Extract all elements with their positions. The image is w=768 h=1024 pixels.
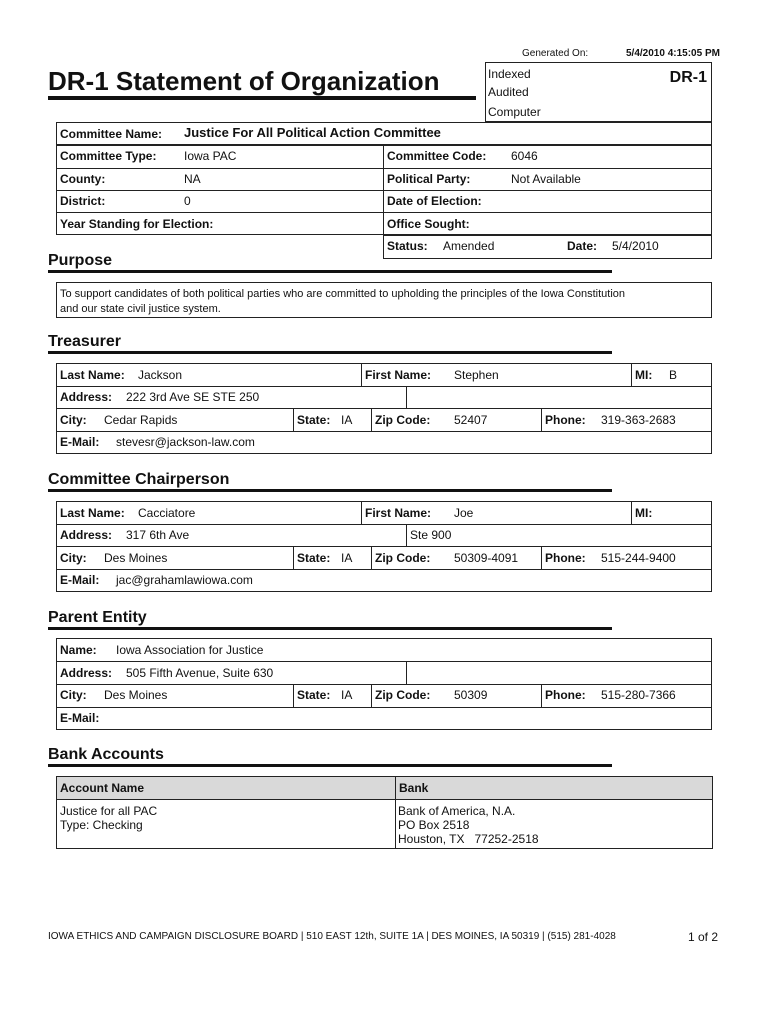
chair-phone: 515-244-9400 [601, 551, 676, 565]
parent-name: Iowa Association for Justice [116, 643, 264, 657]
treasurer-address-label: Address: [60, 390, 113, 404]
purpose-heading: Purpose [48, 252, 113, 269]
committee-code-label: Committee Code: [387, 149, 487, 163]
parent-phone: 515-280-7366 [601, 688, 676, 702]
county-label: County: [60, 172, 106, 186]
treasurer-phone-label: Phone: [545, 413, 586, 427]
title-underline [48, 96, 476, 100]
treasurer-mi: B [669, 368, 678, 382]
parent-zip: 50309 [454, 688, 488, 702]
treasurer-address: 222 3rd Ave SE STE 250 [126, 390, 260, 404]
chair-mi-label: MI: [635, 506, 653, 520]
chairperson-heading: Committee Chairperson [48, 471, 230, 488]
chair-state-label: State: [297, 551, 331, 565]
treasurer-email: stevesr@jackson-law.com [116, 435, 255, 449]
bank-col-account-name: Account Name [60, 781, 145, 795]
bank-account-name: Justice for all PAC [60, 804, 158, 818]
chair-last-name: Cacciatore [138, 506, 196, 520]
chair-city: Des Moines [104, 551, 168, 565]
committee-name-label: Committee Name: [60, 127, 163, 141]
chair-last-name-label: Last Name: [60, 506, 125, 520]
treasurer-phone: 319-363-2683 [601, 413, 676, 427]
office-sought-label: Office Sought: [387, 217, 470, 231]
chair-state: IA [341, 551, 353, 565]
treasurer-last-name: Jackson [138, 368, 183, 382]
chair-phone-label: Phone: [545, 551, 586, 565]
chair-city-label: City: [60, 551, 87, 565]
treasurer-first-name: Stephen [454, 368, 499, 382]
office-status-box [485, 62, 712, 122]
treasurer-city-label: City: [60, 413, 87, 427]
treasurer-state-label: State: [297, 413, 331, 427]
parent-email-label: E-Mail: [60, 711, 100, 725]
county-value: NA [184, 172, 201, 186]
chair-first-name-label: First Name: [365, 506, 432, 520]
parent-state: IA [341, 688, 353, 702]
bank-po-box: PO Box 2518 [398, 818, 470, 832]
chair-address2: Ste 900 [410, 528, 452, 542]
parent-address-label: Address: [60, 666, 113, 680]
committee-type: Iowa PAC [184, 149, 237, 163]
chair-email-label: E-Mail: [60, 573, 100, 587]
bank-table-header [57, 777, 712, 799]
form-code: DR-1 [669, 69, 707, 86]
treasurer-city: Cedar Rapids [104, 413, 178, 427]
parent-state-label: State: [297, 688, 331, 702]
status-date-value: 5/4/2010 [612, 239, 659, 253]
parent-name-label: Name: [60, 643, 97, 657]
treasurer-zip-label: Zip Code: [375, 413, 431, 427]
chair-first-name: Joe [454, 506, 474, 520]
chair-zip-label: Zip Code: [375, 551, 431, 565]
status-date-label: Date: [567, 239, 598, 253]
purpose-text-line1: To support candidates of both political parties who are committed to upholding the principles of the Iowa Constitution [60, 288, 625, 300]
status-label: Status: [387, 239, 428, 253]
purpose-text-line2: and our state civil justice system. [60, 303, 221, 315]
committee-code: 6046 [511, 149, 538, 163]
purpose-box [56, 282, 712, 318]
footer-text: IOWA ETHICS AND CAMPAIGN DISCLOSURE BOARD | 510 EAST 12th, SUITE 1A | DES MOINES, IA 50319 | (515) 281-4028 [48, 931, 616, 942]
audited-label: Audited [488, 85, 529, 99]
bank-account-type: Type: Checking [60, 818, 143, 832]
status-value: Amended [443, 239, 495, 253]
treasurer-state: IA [341, 413, 353, 427]
chair-address-label: Address: [60, 528, 113, 542]
parent-phone-label: Phone: [545, 688, 586, 702]
parent-entity-heading: Parent Entity [48, 609, 147, 626]
indexed-label: Indexed [488, 67, 531, 81]
generated-on-value: 5/4/2010 4:15:05 PM [626, 48, 720, 59]
district-value: 0 [184, 194, 191, 208]
computer-label: Computer [488, 105, 541, 119]
committee-name-row [56, 122, 712, 145]
parent-city-label: City: [60, 688, 87, 702]
parent-zip-label: Zip Code: [375, 688, 431, 702]
year-standing-label: Year Standing for Election: [60, 217, 214, 231]
treasurer-heading: Treasurer [48, 333, 121, 350]
political-party-value: Not Available [511, 172, 581, 186]
election-date-label: Date of Election: [387, 194, 482, 208]
treasurer-mi-label: MI: [635, 368, 653, 382]
treasurer-first-name-label: First Name: [365, 368, 432, 382]
district-label: District: [60, 194, 106, 208]
political-party-label: Political Party: [387, 172, 471, 186]
treasurer-email-label: E-Mail: [60, 435, 100, 449]
bank-col-bank: Bank [399, 781, 429, 795]
page-title: DR-1 Statement of Organization [48, 66, 440, 96]
committee-name: Justice For All Political Action Committee [184, 125, 441, 140]
bank-city-state-zip: Houston, TX 77252-2518 [398, 832, 539, 846]
treasurer-last-name-label: Last Name: [60, 368, 125, 382]
treasurer-zip: 52407 [454, 413, 488, 427]
bank-name: Bank of America, N.A. [398, 804, 516, 818]
chair-email: jac@grahamlawiowa.com [116, 573, 253, 587]
bank-accounts-heading: Bank Accounts [48, 746, 164, 763]
generated-on-label: Generated On: [522, 48, 589, 59]
chair-address: 317 6th Ave [126, 528, 190, 542]
parent-city: Des Moines [104, 688, 168, 702]
chair-zip: 50309-4091 [454, 551, 519, 565]
parent-address: 505 Fifth Avenue, Suite 630 [126, 666, 274, 680]
page-number: 1 of 2 [688, 930, 719, 944]
committee-type-label: Committee Type: [60, 149, 157, 163]
